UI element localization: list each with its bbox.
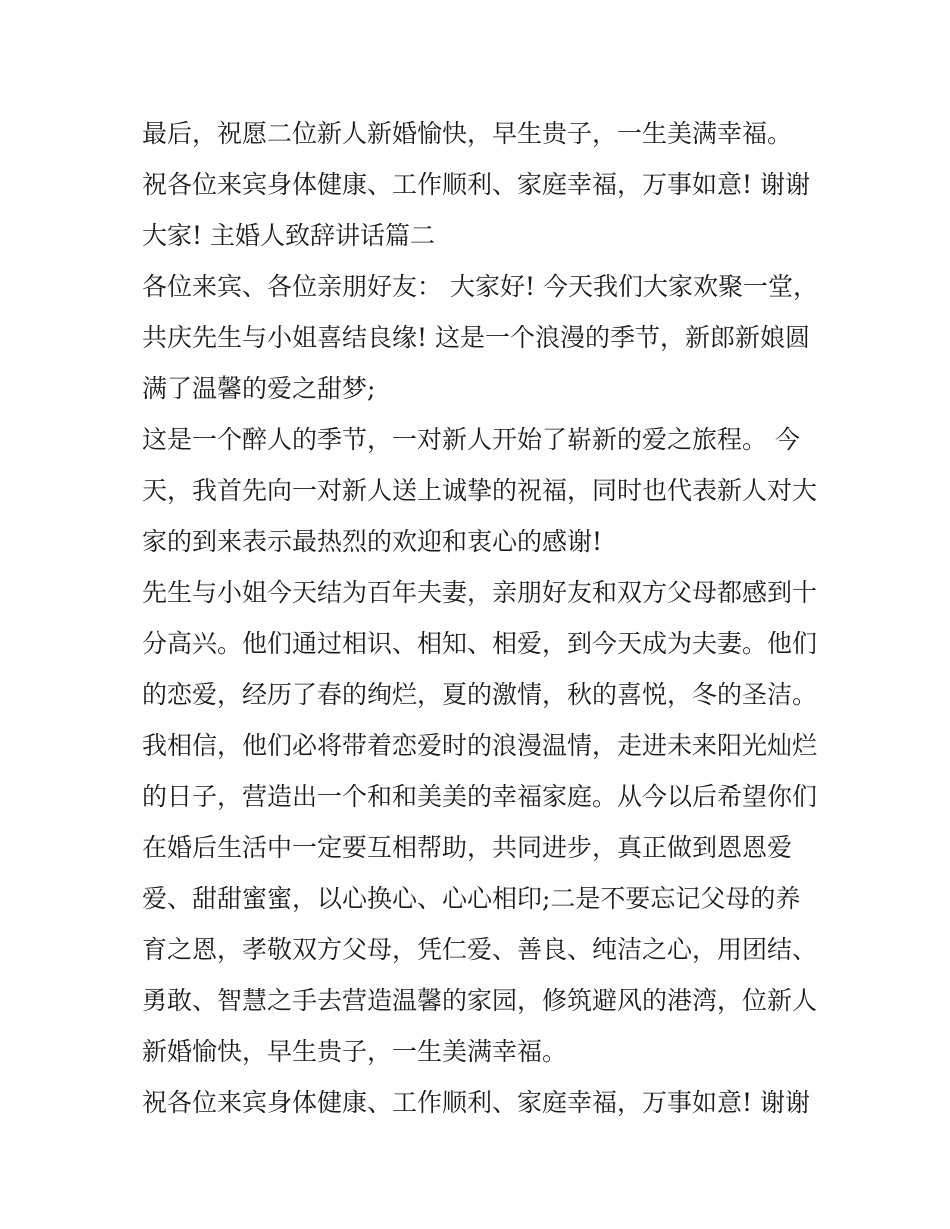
text-line: 最后，祝愿二位新人新婚愉快，早生贵子，一生美满幸福。 [142,119,793,148]
text-line: 勇敢、智慧之手去营造温馨的家园，修筑避风的港湾，位新人 [142,986,818,1015]
document-body [142,108,822,1128]
text-line: 我相信，他们必将带着恋爱时的浪漫温情，走进未来阳光灿烂 [142,731,818,760]
text-line: 祝各位来宾身体健康、工作顺利、家庭幸福，万事如意! 谢谢 [142,1088,810,1117]
text-line: 先生与小姐今天结为百年夫妻，亲朋好友和双方父母都感到十 [142,578,818,607]
text-line: 满了温馨的爱之甜梦; [142,374,376,403]
text-line: 的恋爱，经历了春的绚烂，夏的激情，秋的喜悦，冬的圣洁。 [142,680,818,709]
text-line: 在婚后生活中一定要互相帮助，共同进步，真正做到恩恩爱 [142,833,793,862]
text-line: 爱、甜甜蜜蜜，以心换心、心心相印;二是不要忘记父母的养 [142,884,801,913]
text-line: 天，我首先向一对新人送上诚挚的祝福，同时也代表新人对大 [142,476,818,505]
text-line: 这是一个醉人的季节，一对新人开始了崭新的爱之旅程。 今 [142,425,800,454]
text-line: 大家! 主婚人致辞讲话篇二 [142,221,435,250]
text-line: 新婚愉快，早生贵子，一生美满幸福。 [142,1037,568,1066]
text-line: 共庆先生与小姐喜结良缘! 这是一个浪漫的季节，新郎新娘圆 [142,323,810,352]
text-line: 家的到来表示最热烈的欢迎和衷心的感谢! [142,527,603,556]
text-line: 祝各位来宾身体健康、工作顺利、家庭幸福，万事如意! 谢谢 [142,170,810,199]
text-line: 分高兴。他们通过相识、相知、相爱，到今天成为夫妻。他们 [142,629,818,658]
text-line: 的日子，营造出一个和和美美的幸福家庭。从今以后希望你们 [142,782,818,811]
text-line: 育之恩，孝敬双方父母，凭仁爱、善良、纯洁之心，用团结、 [142,935,818,964]
text-line: 各位来宾、各位亲朋好友： 大家好! 今天我们大家欢聚一堂， [142,272,818,301]
